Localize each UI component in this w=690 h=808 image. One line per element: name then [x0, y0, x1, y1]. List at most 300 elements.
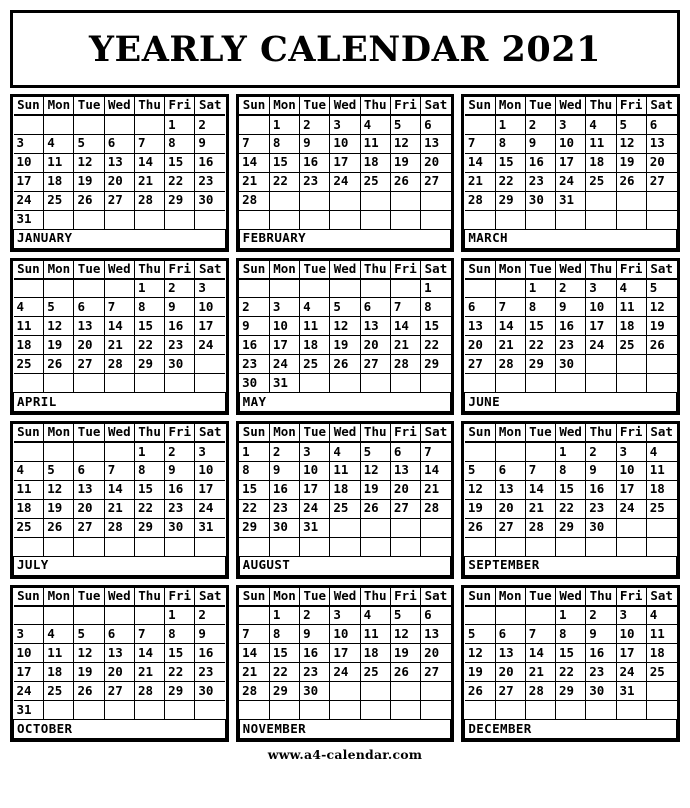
- day-cell[interactable]: 12: [74, 153, 104, 172]
- day-cell[interactable]: 31: [195, 518, 225, 537]
- day-cell[interactable]: 3: [330, 115, 360, 134]
- day-cell[interactable]: 2: [556, 279, 586, 298]
- day-cell[interactable]: 5: [44, 461, 74, 480]
- day-cell[interactable]: 14: [525, 644, 555, 663]
- day-cell[interactable]: 28: [104, 518, 134, 537]
- day-cell[interactable]: 15: [239, 480, 269, 499]
- day-cell[interactable]: 7: [239, 134, 269, 153]
- day-cell[interactable]: 6: [104, 134, 134, 153]
- day-cell[interactable]: 13: [465, 317, 495, 336]
- day-cell[interactable]: 26: [44, 355, 74, 374]
- day-cell[interactable]: 4: [14, 298, 44, 317]
- day-cell[interactable]: 4: [44, 625, 74, 644]
- day-cell[interactable]: 12: [44, 317, 74, 336]
- day-cell[interactable]: 3: [195, 279, 225, 298]
- day-cell[interactable]: 8: [269, 625, 299, 644]
- day-cell[interactable]: 14: [525, 480, 555, 499]
- day-cell[interactable]: 8: [165, 625, 195, 644]
- day-cell[interactable]: 18: [14, 499, 44, 518]
- day-cell[interactable]: 2: [165, 279, 195, 298]
- day-cell[interactable]: 23: [586, 499, 616, 518]
- day-cell[interactable]: 3: [300, 442, 330, 461]
- day-cell[interactable]: 10: [195, 461, 225, 480]
- day-cell[interactable]: 24: [269, 355, 299, 374]
- day-cell[interactable]: 1: [269, 606, 299, 625]
- day-cell[interactable]: 10: [195, 298, 225, 317]
- day-cell[interactable]: 8: [495, 134, 525, 153]
- day-cell[interactable]: 3: [330, 606, 360, 625]
- day-cell[interactable]: 4: [330, 442, 360, 461]
- day-cell[interactable]: 5: [330, 298, 360, 317]
- day-cell[interactable]: 14: [421, 461, 451, 480]
- day-cell[interactable]: 7: [239, 625, 269, 644]
- day-cell[interactable]: 1: [495, 115, 525, 134]
- day-cell[interactable]: 1: [269, 115, 299, 134]
- day-cell[interactable]: 7: [134, 625, 164, 644]
- day-cell[interactable]: 24: [14, 191, 44, 210]
- day-cell[interactable]: 5: [465, 461, 495, 480]
- day-cell[interactable]: 8: [269, 134, 299, 153]
- day-cell[interactable]: 31: [616, 682, 646, 701]
- day-cell[interactable]: 5: [646, 279, 676, 298]
- day-cell[interactable]: 21: [134, 663, 164, 682]
- day-cell[interactable]: 9: [195, 625, 225, 644]
- day-cell[interactable]: 6: [495, 461, 525, 480]
- day-cell[interactable]: 29: [525, 355, 555, 374]
- day-cell[interactable]: 19: [74, 663, 104, 682]
- day-cell[interactable]: 8: [556, 461, 586, 480]
- day-cell[interactable]: 24: [330, 663, 360, 682]
- day-cell[interactable]: 15: [269, 153, 299, 172]
- day-cell[interactable]: 1: [134, 279, 164, 298]
- day-cell[interactable]: 17: [330, 153, 360, 172]
- day-cell[interactable]: 13: [104, 153, 134, 172]
- day-cell[interactable]: 15: [165, 153, 195, 172]
- day-cell[interactable]: 4: [360, 606, 390, 625]
- day-cell[interactable]: 11: [44, 153, 74, 172]
- day-cell[interactable]: 3: [616, 442, 646, 461]
- day-cell[interactable]: 28: [421, 499, 451, 518]
- day-cell[interactable]: 7: [495, 298, 525, 317]
- day-cell[interactable]: 17: [616, 644, 646, 663]
- day-cell[interactable]: 24: [195, 336, 225, 355]
- day-cell[interactable]: 14: [104, 480, 134, 499]
- day-cell[interactable]: 9: [586, 461, 616, 480]
- day-cell[interactable]: 23: [556, 336, 586, 355]
- day-cell[interactable]: 2: [525, 115, 555, 134]
- day-cell[interactable]: 2: [300, 606, 330, 625]
- day-cell[interactable]: 25: [586, 172, 616, 191]
- day-cell[interactable]: 27: [421, 172, 451, 191]
- day-cell[interactable]: 16: [586, 480, 616, 499]
- day-cell[interactable]: 26: [390, 663, 420, 682]
- day-cell[interactable]: 15: [556, 644, 586, 663]
- day-cell[interactable]: 2: [165, 442, 195, 461]
- day-cell[interactable]: 9: [300, 134, 330, 153]
- day-cell[interactable]: 1: [421, 279, 451, 298]
- day-cell[interactable]: 10: [269, 317, 299, 336]
- day-cell[interactable]: 6: [465, 298, 495, 317]
- day-cell[interactable]: 1: [134, 442, 164, 461]
- day-cell[interactable]: 17: [195, 317, 225, 336]
- day-cell[interactable]: 16: [300, 153, 330, 172]
- day-cell[interactable]: 28: [525, 518, 555, 537]
- day-cell[interactable]: 28: [239, 191, 269, 210]
- day-cell[interactable]: 23: [239, 355, 269, 374]
- day-cell[interactable]: 30: [525, 191, 555, 210]
- day-cell[interactable]: 2: [586, 606, 616, 625]
- day-cell[interactable]: 18: [586, 153, 616, 172]
- day-cell[interactable]: 26: [465, 518, 495, 537]
- day-cell[interactable]: 19: [646, 317, 676, 336]
- day-cell[interactable]: 23: [300, 663, 330, 682]
- day-cell[interactable]: 22: [556, 499, 586, 518]
- day-cell[interactable]: 30: [165, 518, 195, 537]
- day-cell[interactable]: 16: [239, 336, 269, 355]
- day-cell[interactable]: 26: [465, 682, 495, 701]
- day-cell[interactable]: 13: [495, 644, 525, 663]
- day-cell[interactable]: 30: [195, 682, 225, 701]
- day-cell[interactable]: 6: [104, 625, 134, 644]
- day-cell[interactable]: 17: [616, 480, 646, 499]
- day-cell[interactable]: 21: [525, 499, 555, 518]
- day-cell[interactable]: 25: [360, 663, 390, 682]
- day-cell[interactable]: 26: [360, 499, 390, 518]
- day-cell[interactable]: 1: [525, 279, 555, 298]
- day-cell[interactable]: 16: [556, 317, 586, 336]
- day-cell[interactable]: 25: [616, 336, 646, 355]
- day-cell[interactable]: 11: [360, 625, 390, 644]
- day-cell[interactable]: 3: [14, 625, 44, 644]
- day-cell[interactable]: 17: [269, 336, 299, 355]
- day-cell[interactable]: 17: [14, 663, 44, 682]
- day-cell[interactable]: 29: [239, 518, 269, 537]
- day-cell[interactable]: 10: [14, 644, 44, 663]
- day-cell[interactable]: 7: [104, 298, 134, 317]
- day-cell[interactable]: 18: [616, 317, 646, 336]
- day-cell[interactable]: 10: [330, 134, 360, 153]
- day-cell[interactable]: 10: [616, 461, 646, 480]
- day-cell[interactable]: 20: [646, 153, 676, 172]
- day-cell[interactable]: 6: [646, 115, 676, 134]
- day-cell[interactable]: 23: [165, 499, 195, 518]
- day-cell[interactable]: 3: [14, 134, 44, 153]
- day-cell[interactable]: 11: [586, 134, 616, 153]
- day-cell[interactable]: 16: [525, 153, 555, 172]
- day-cell[interactable]: 13: [360, 317, 390, 336]
- day-cell[interactable]: 27: [646, 172, 676, 191]
- day-cell[interactable]: 13: [74, 480, 104, 499]
- day-cell[interactable]: 25: [330, 499, 360, 518]
- day-cell[interactable]: 31: [300, 518, 330, 537]
- day-cell[interactable]: 25: [14, 518, 44, 537]
- day-cell[interactable]: 29: [165, 191, 195, 210]
- day-cell[interactable]: 28: [495, 355, 525, 374]
- day-cell[interactable]: 16: [300, 644, 330, 663]
- day-cell[interactable]: 23: [165, 336, 195, 355]
- day-cell[interactable]: 12: [465, 644, 495, 663]
- day-cell[interactable]: 25: [300, 355, 330, 374]
- day-cell[interactable]: 4: [646, 606, 676, 625]
- day-cell[interactable]: 12: [74, 644, 104, 663]
- day-cell[interactable]: 14: [134, 644, 164, 663]
- day-cell[interactable]: 27: [465, 355, 495, 374]
- day-cell[interactable]: 20: [104, 172, 134, 191]
- day-cell[interactable]: 13: [104, 644, 134, 663]
- day-cell[interactable]: 7: [525, 461, 555, 480]
- day-cell[interactable]: 9: [586, 625, 616, 644]
- day-cell[interactable]: 20: [390, 480, 420, 499]
- day-cell[interactable]: 26: [74, 191, 104, 210]
- day-cell[interactable]: 9: [165, 461, 195, 480]
- day-cell[interactable]: 26: [44, 518, 74, 537]
- day-cell[interactable]: 10: [300, 461, 330, 480]
- day-cell[interactable]: 3: [586, 279, 616, 298]
- day-cell[interactable]: 22: [269, 663, 299, 682]
- day-cell[interactable]: 27: [104, 682, 134, 701]
- day-cell[interactable]: 11: [360, 134, 390, 153]
- day-cell[interactable]: 16: [195, 644, 225, 663]
- day-cell[interactable]: 12: [390, 134, 420, 153]
- day-cell[interactable]: 1: [165, 606, 195, 625]
- day-cell[interactable]: 11: [14, 317, 44, 336]
- day-cell[interactable]: 20: [421, 153, 451, 172]
- day-cell[interactable]: 12: [330, 317, 360, 336]
- day-cell[interactable]: 21: [495, 336, 525, 355]
- day-cell[interactable]: 22: [239, 499, 269, 518]
- day-cell[interactable]: 11: [44, 644, 74, 663]
- day-cell[interactable]: 28: [239, 682, 269, 701]
- day-cell[interactable]: 5: [74, 625, 104, 644]
- day-cell[interactable]: 2: [239, 298, 269, 317]
- day-cell[interactable]: 30: [269, 518, 299, 537]
- day-cell[interactable]: 31: [14, 701, 44, 720]
- day-cell[interactable]: 17: [330, 644, 360, 663]
- day-cell[interactable]: 19: [44, 499, 74, 518]
- day-cell[interactable]: 9: [165, 298, 195, 317]
- day-cell[interactable]: 11: [300, 317, 330, 336]
- day-cell[interactable]: 22: [556, 663, 586, 682]
- day-cell[interactable]: 29: [134, 355, 164, 374]
- day-cell[interactable]: 15: [134, 317, 164, 336]
- day-cell[interactable]: 11: [330, 461, 360, 480]
- day-cell[interactable]: 19: [465, 663, 495, 682]
- day-cell[interactable]: 6: [495, 625, 525, 644]
- day-cell[interactable]: 18: [14, 336, 44, 355]
- day-cell[interactable]: 11: [14, 480, 44, 499]
- day-cell[interactable]: 27: [360, 355, 390, 374]
- day-cell[interactable]: 29: [495, 191, 525, 210]
- day-cell[interactable]: 19: [390, 153, 420, 172]
- day-cell[interactable]: 18: [646, 644, 676, 663]
- day-cell[interactable]: 16: [165, 480, 195, 499]
- day-cell[interactable]: 15: [556, 480, 586, 499]
- day-cell[interactable]: 17: [300, 480, 330, 499]
- day-cell[interactable]: 13: [646, 134, 676, 153]
- day-cell[interactable]: 1: [165, 115, 195, 134]
- day-cell[interactable]: 12: [465, 480, 495, 499]
- day-cell[interactable]: 27: [390, 499, 420, 518]
- day-cell[interactable]: 27: [74, 518, 104, 537]
- day-cell[interactable]: 20: [360, 336, 390, 355]
- day-cell[interactable]: 19: [465, 499, 495, 518]
- day-cell[interactable]: 30: [239, 374, 269, 393]
- day-cell[interactable]: 28: [134, 191, 164, 210]
- day-cell[interactable]: 10: [330, 625, 360, 644]
- day-cell[interactable]: 23: [525, 172, 555, 191]
- day-cell[interactable]: 1: [239, 442, 269, 461]
- day-cell[interactable]: 17: [586, 317, 616, 336]
- day-cell[interactable]: 27: [495, 518, 525, 537]
- day-cell[interactable]: 12: [360, 461, 390, 480]
- day-cell[interactable]: 22: [165, 172, 195, 191]
- day-cell[interactable]: 2: [586, 442, 616, 461]
- day-cell[interactable]: 29: [134, 518, 164, 537]
- day-cell[interactable]: 8: [556, 625, 586, 644]
- day-cell[interactable]: 14: [104, 317, 134, 336]
- day-cell[interactable]: 20: [495, 663, 525, 682]
- day-cell[interactable]: 21: [104, 499, 134, 518]
- day-cell[interactable]: 12: [646, 298, 676, 317]
- day-cell[interactable]: 29: [421, 355, 451, 374]
- day-cell[interactable]: 8: [134, 298, 164, 317]
- day-cell[interactable]: 20: [465, 336, 495, 355]
- day-cell[interactable]: 22: [525, 336, 555, 355]
- day-cell[interactable]: 23: [269, 499, 299, 518]
- day-cell[interactable]: 5: [390, 606, 420, 625]
- day-cell[interactable]: 30: [586, 682, 616, 701]
- day-cell[interactable]: 14: [239, 644, 269, 663]
- day-cell[interactable]: 15: [495, 153, 525, 172]
- day-cell[interactable]: 17: [195, 480, 225, 499]
- day-cell[interactable]: 9: [239, 317, 269, 336]
- day-cell[interactable]: 31: [14, 210, 44, 229]
- day-cell[interactable]: 19: [616, 153, 646, 172]
- day-cell[interactable]: 8: [525, 298, 555, 317]
- day-cell[interactable]: 13: [421, 134, 451, 153]
- day-cell[interactable]: 14: [239, 153, 269, 172]
- day-cell[interactable]: 11: [616, 298, 646, 317]
- day-cell[interactable]: 11: [646, 461, 676, 480]
- day-cell[interactable]: 17: [556, 153, 586, 172]
- day-cell[interactable]: 15: [421, 317, 451, 336]
- day-cell[interactable]: 20: [421, 644, 451, 663]
- day-cell[interactable]: 21: [525, 663, 555, 682]
- day-cell[interactable]: 26: [330, 355, 360, 374]
- day-cell[interactable]: 1: [556, 606, 586, 625]
- day-cell[interactable]: 28: [104, 355, 134, 374]
- day-cell[interactable]: 15: [165, 644, 195, 663]
- day-cell[interactable]: 13: [74, 317, 104, 336]
- day-cell[interactable]: 22: [134, 499, 164, 518]
- day-cell[interactable]: 17: [14, 172, 44, 191]
- day-cell[interactable]: 4: [300, 298, 330, 317]
- day-cell[interactable]: 14: [134, 153, 164, 172]
- day-cell[interactable]: 4: [14, 461, 44, 480]
- day-cell[interactable]: 21: [239, 663, 269, 682]
- day-cell[interactable]: 20: [104, 663, 134, 682]
- day-cell[interactable]: 14: [495, 317, 525, 336]
- day-cell[interactable]: 28: [465, 191, 495, 210]
- day-cell[interactable]: 11: [646, 625, 676, 644]
- day-cell[interactable]: 20: [74, 336, 104, 355]
- day-cell[interactable]: 8: [165, 134, 195, 153]
- day-cell[interactable]: 26: [74, 682, 104, 701]
- day-cell[interactable]: 27: [74, 355, 104, 374]
- day-cell[interactable]: 19: [390, 644, 420, 663]
- day-cell[interactable]: 27: [421, 663, 451, 682]
- day-cell[interactable]: 7: [421, 442, 451, 461]
- day-cell[interactable]: 8: [239, 461, 269, 480]
- day-cell[interactable]: 18: [360, 153, 390, 172]
- day-cell[interactable]: 25: [360, 172, 390, 191]
- day-cell[interactable]: 19: [74, 172, 104, 191]
- day-cell[interactable]: 24: [556, 172, 586, 191]
- day-cell[interactable]: 7: [134, 134, 164, 153]
- day-cell[interactable]: 5: [390, 115, 420, 134]
- day-cell[interactable]: 18: [300, 336, 330, 355]
- day-cell[interactable]: 21: [134, 172, 164, 191]
- day-cell[interactable]: 4: [646, 442, 676, 461]
- day-cell[interactable]: 22: [165, 663, 195, 682]
- day-cell[interactable]: 28: [525, 682, 555, 701]
- day-cell[interactable]: 19: [330, 336, 360, 355]
- day-cell[interactable]: 30: [195, 191, 225, 210]
- day-cell[interactable]: 14: [390, 317, 420, 336]
- day-cell[interactable]: 24: [14, 682, 44, 701]
- day-cell[interactable]: 3: [269, 298, 299, 317]
- day-cell[interactable]: 21: [390, 336, 420, 355]
- day-cell[interactable]: 28: [134, 682, 164, 701]
- day-cell[interactable]: 9: [300, 625, 330, 644]
- day-cell[interactable]: 27: [495, 682, 525, 701]
- day-cell[interactable]: 26: [646, 336, 676, 355]
- day-cell[interactable]: 4: [586, 115, 616, 134]
- day-cell[interactable]: 7: [390, 298, 420, 317]
- day-cell[interactable]: 10: [586, 298, 616, 317]
- day-cell[interactable]: 30: [300, 682, 330, 701]
- day-cell[interactable]: 25: [14, 355, 44, 374]
- day-cell[interactable]: 8: [134, 461, 164, 480]
- day-cell[interactable]: 30: [165, 355, 195, 374]
- day-cell[interactable]: 16: [195, 153, 225, 172]
- day-cell[interactable]: 24: [616, 663, 646, 682]
- day-cell[interactable]: 20: [74, 499, 104, 518]
- day-cell[interactable]: 7: [525, 625, 555, 644]
- day-cell[interactable]: 4: [360, 115, 390, 134]
- day-cell[interactable]: 21: [104, 336, 134, 355]
- day-cell[interactable]: 2: [300, 115, 330, 134]
- day-cell[interactable]: 21: [421, 480, 451, 499]
- day-cell[interactable]: 5: [465, 625, 495, 644]
- day-cell[interactable]: 19: [360, 480, 390, 499]
- day-cell[interactable]: 15: [525, 317, 555, 336]
- day-cell[interactable]: 29: [556, 518, 586, 537]
- day-cell[interactable]: 4: [616, 279, 646, 298]
- day-cell[interactable]: 24: [586, 336, 616, 355]
- day-cell[interactable]: 25: [646, 499, 676, 518]
- day-cell[interactable]: 16: [165, 317, 195, 336]
- day-cell[interactable]: 9: [269, 461, 299, 480]
- day-cell[interactable]: 14: [465, 153, 495, 172]
- day-cell[interactable]: 10: [556, 134, 586, 153]
- day-cell[interactable]: 13: [421, 625, 451, 644]
- day-cell[interactable]: 31: [269, 374, 299, 393]
- day-cell[interactable]: 26: [390, 172, 420, 191]
- day-cell[interactable]: 6: [360, 298, 390, 317]
- day-cell[interactable]: 2: [195, 606, 225, 625]
- day-cell[interactable]: 1: [556, 442, 586, 461]
